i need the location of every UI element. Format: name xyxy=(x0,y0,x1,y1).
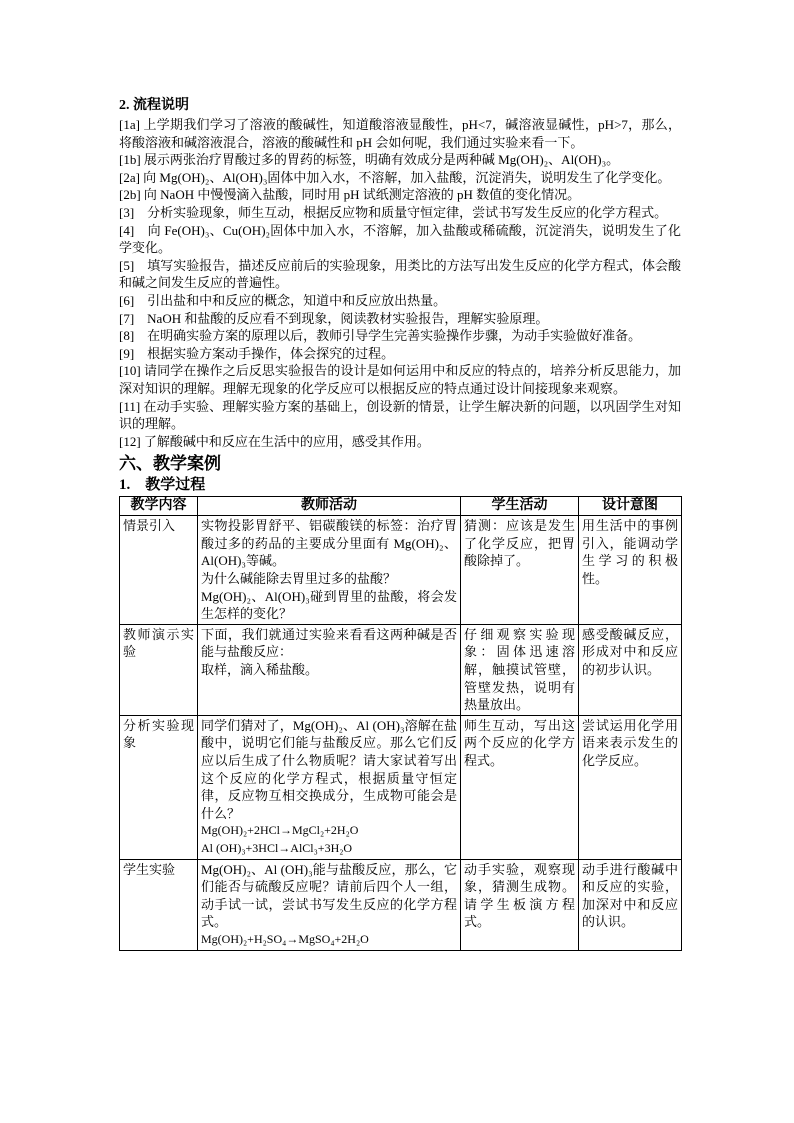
cell-content: 学生实验 xyxy=(120,859,198,950)
flow-steps xyxy=(119,116,681,450)
cell-student: 猜测：应该是发生了化学反应，把胃酸除掉了。 xyxy=(461,516,579,625)
flow-step: [12] 了解酸碱中和反应在生活中的应用，感受其作用。 xyxy=(119,433,430,449)
flow-step: [2a] 向 Mg(OH)₂、Al(OH)₃固体中加入水，不溶解，加入盐酸，沉淀消失，说明发生了化学变化。 xyxy=(119,169,671,185)
flow-step: [8] 在明确实验方案的原理以后，教师引导学生完善实验操作步骤，为动手实验做好准备。 xyxy=(119,328,642,344)
column-header: 设计意图 xyxy=(579,497,682,516)
document-page xyxy=(119,96,681,951)
teacher-line: 下面，我们就通过实验来看看这两种碱是否能与盐酸反应： xyxy=(201,626,457,660)
column-header: 教师活动 xyxy=(198,497,461,516)
teacher-line: Mg(OH)₂、Al(OH)₃碰到胃里的盐酸，将会发生怎样的变化？ xyxy=(201,588,457,622)
teacher-line: 同学们猜对了，Mg(OH)₂、Al (OH)₃溶解在盐酸中，说明它们能与盐酸反应。那么它们反应以后生成了什么物质呢？请大家试着写出这个反应的化学方程式，根据质量守恒定律，反应物互相交换成分，生成物可能会是什么？ xyxy=(201,717,457,821)
cell-intent: 用生活中的事例引入，能调动学生学习的积极性。 xyxy=(579,516,682,625)
table-row xyxy=(120,715,682,859)
cell-student: 动手实验，观察现象，猜测生成物。请学生板演方程式。 xyxy=(461,859,579,950)
cell-teacher xyxy=(198,859,461,950)
flow-step: [9] 根据实验方案动手操作，体会探究的过程。 xyxy=(119,345,395,361)
flow-step: [11] 在动手实验、理解实验方案的基础上，创设新的情景，让学生解决新的问题，以巩固学生对知识的理解。 xyxy=(119,398,681,432)
cell-content: 分析实验现象 xyxy=(120,715,198,859)
teacher-line: 取样，滴入稀盐酸。 xyxy=(201,662,319,678)
teacher-line: 实物投影胃舒平、铝碳酸镁的标签：治疗胃酸过多的药品的主要成分里面有 Mg(OH)₂、Al(OH)₃等碱。 xyxy=(201,518,457,569)
subsection-heading-process: 1. 教学过程 xyxy=(119,477,206,494)
table-row xyxy=(120,624,682,715)
flow-step: [4] 向 Fe(OH)₃、Cu(OH)₂固体中加入水，不溶解，加入盐酸或稀硫酸，沉淀消失，说明发生了化学变化。 xyxy=(119,222,681,256)
teacher-line: 为什么碱能除去胃里过多的盐酸？ xyxy=(201,571,397,587)
section-heading-flow: 2. 流程说明 xyxy=(119,98,189,113)
flow-step: [5] 填写实验报告，描述反应前后的实验现象，用类比的方法写出发生反应的化学方程式，体会酸和碱之间发生反应的普遍性。 xyxy=(119,257,681,291)
teacher-line: Mg(OH)₂、Al (OH)₃能与盐酸反应，那么，它们能否与硫酸反应呢？请前后四个人一组，动手试一试，尝试书写发生反应的化学方程式。 xyxy=(201,861,457,930)
flow-step: [2b] 向 NaOH 中慢慢滴入盐酸，同时用 pH 试纸测定溶液的 pH 数值的变化情况。 xyxy=(119,187,581,203)
equation: Mg(OH)₂+2HCl→MgCl₂+2H₂O xyxy=(201,823,359,838)
table-header-row xyxy=(120,497,682,516)
flow-step: [1a] 上学期我们学习了溶液的酸碱性，知道酸溶液显酸性，pH<7，碱溶液显碱性，pH>7，那么，将酸溶液和碱溶液混合，溶液的酸碱性和 pH 会如何呢，我们通过实验来看一下。 xyxy=(119,117,681,150)
cell-student: 仔细观察实验现象：固体迅速溶解，触摸试管壁，管壁发热，说明有热量放出。 xyxy=(461,624,579,715)
cell-content: 教师演示实验 xyxy=(120,624,198,715)
table-row xyxy=(120,516,682,625)
table-row xyxy=(120,859,682,950)
flow-step: [1b] 展示两张治疗胃酸过多的胃药的标签，明确有效成分是两种碱 Mg(OH)₂、Al(OH)₃。 xyxy=(119,152,620,168)
flow-step: [10] 请同学在操作之后反思实验报告的设计是如何运用中和反应的特点的，培养分析反思能力，加深对知识的理解。理解无现象的化学反应可以根据反应的特点通过设计间接现象来观察。 xyxy=(119,363,681,396)
flow-step: [3] 分析实验现象，师生互动，根据反应物和质量守恒定律，尝试书写发生反应的化学方程式。 xyxy=(119,204,668,220)
cell-intent: 动手进行酸碱中和反应的实验，加深对中和反应的认识。 xyxy=(579,859,682,950)
lesson-table xyxy=(119,496,682,950)
cell-teacher xyxy=(198,715,461,859)
cell-intent: 感受酸碱反应，形成对中和反应的初步认识。 xyxy=(579,624,682,715)
cell-teacher xyxy=(198,516,461,625)
flow-step: [6] 引出盐和中和反应的概念，知道中和反应放出热量。 xyxy=(119,292,447,308)
cell-teacher xyxy=(198,624,461,715)
equation: Mg(OH)₂+H₂SO₄→MgSO₄+2H₂O xyxy=(201,931,369,946)
cell-student: 师生互动，写出这两个反应的化学方程式。 xyxy=(461,715,579,859)
cell-content: 情景引入 xyxy=(120,516,198,625)
flow-step: [7] NaOH 和盐酸的反应看不到现象，阅读教材实验报告，理解实验原理。 xyxy=(119,310,549,326)
section-heading-cases: 六、教学案例 xyxy=(119,454,221,474)
equation: Al (OH)₃+3HCl→AlCl₃+3H₂O xyxy=(201,840,353,855)
cell-intent: 尝试运用化学用语来表示发生的化学反应。 xyxy=(579,715,682,859)
column-header: 教学内容 xyxy=(120,497,198,516)
column-header: 学生活动 xyxy=(461,497,579,516)
